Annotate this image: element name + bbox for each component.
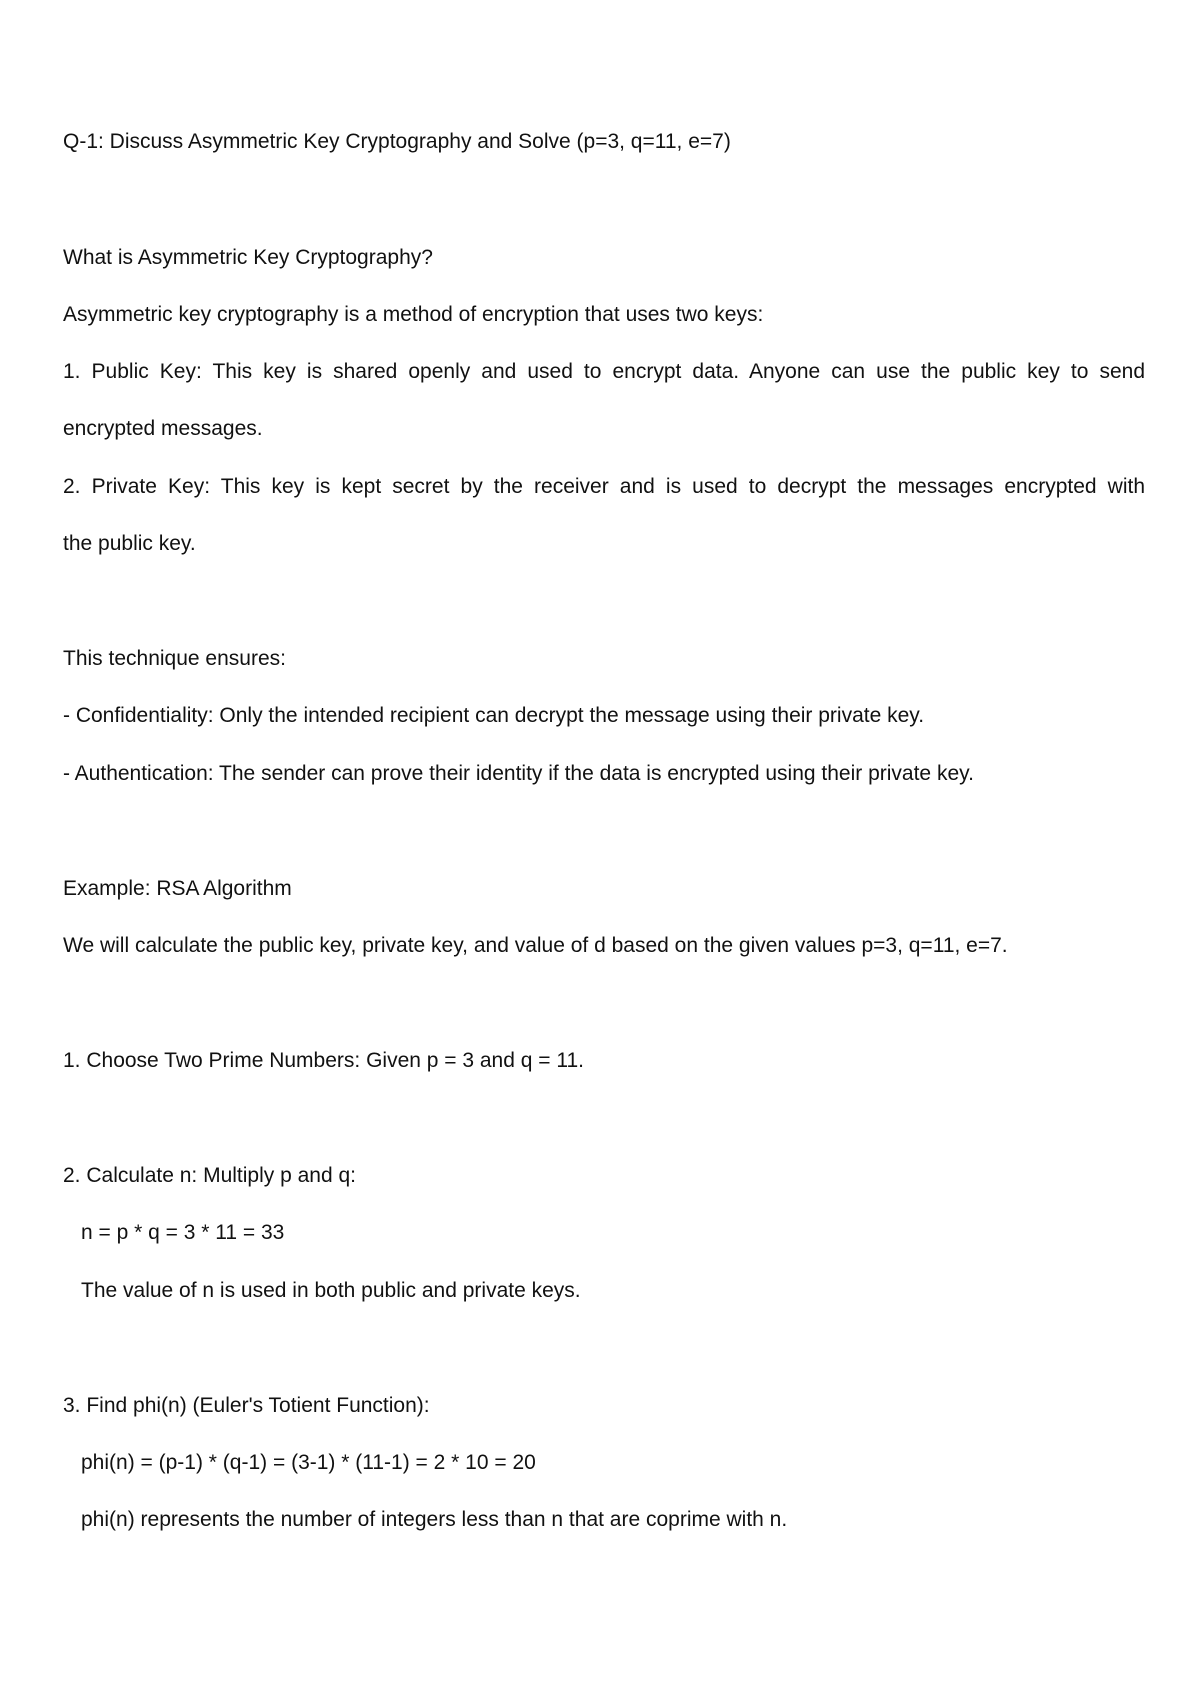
step-3: 3. Find phi(n) (Euler's Totient Function): (63, 1394, 430, 1417)
public-key-line-1: 1. Public Key: This key is shared openly and used to encrypt data. Anyone can use the public key to send (63, 360, 1145, 383)
public-key-line-2: encrypted messages. (63, 417, 263, 440)
confidentiality-item: - Confidentiality: Only the intended recipient can decrypt the message using their private key. (63, 704, 925, 727)
authentication-item: - Authentication: The sender can prove their identity if the data is encrypted using their private key. (63, 762, 974, 785)
ensures-heading: This technique ensures: (63, 647, 286, 670)
step-3-note: phi(n) represents the number of integers less than n that are coprime with n. (81, 1508, 788, 1531)
example-heading: Example: RSA Algorithm (63, 877, 292, 900)
step-2-note: The value of n is used in both public and private keys. (81, 1279, 581, 1302)
private-key-line-1: 2. Private Key: This key is kept secret by the receiver and is used to decrypt the messages encrypted with (63, 475, 1145, 498)
what-heading: What is Asymmetric Key Cryptography? (63, 246, 433, 269)
step-1: 1. Choose Two Prime Numbers: Given p = 3 and q = 11. (63, 1049, 585, 1072)
step-2-formula: n = p * q = 3 * 11 = 33 (81, 1221, 285, 1244)
step-2: 2. Calculate n: Multiply p and q: (63, 1164, 356, 1187)
question-title: Q-1: Discuss Asymmetric Key Cryptography and Solve (p=3, q=11, e=7) (63, 130, 731, 153)
example-intro: We will calculate the public key, private key, and value of d based on the given values p=3, q=11, e=7. (63, 934, 1008, 957)
intro-paragraph: Asymmetric key cryptography is a method of encryption that uses two keys: (63, 303, 764, 326)
step-3-formula: phi(n) = (p-1) * (q-1) = (3-1) * (11-1) = 2 * 10 = 20 (81, 1451, 536, 1474)
private-key-line-2: the public key. (63, 532, 196, 555)
